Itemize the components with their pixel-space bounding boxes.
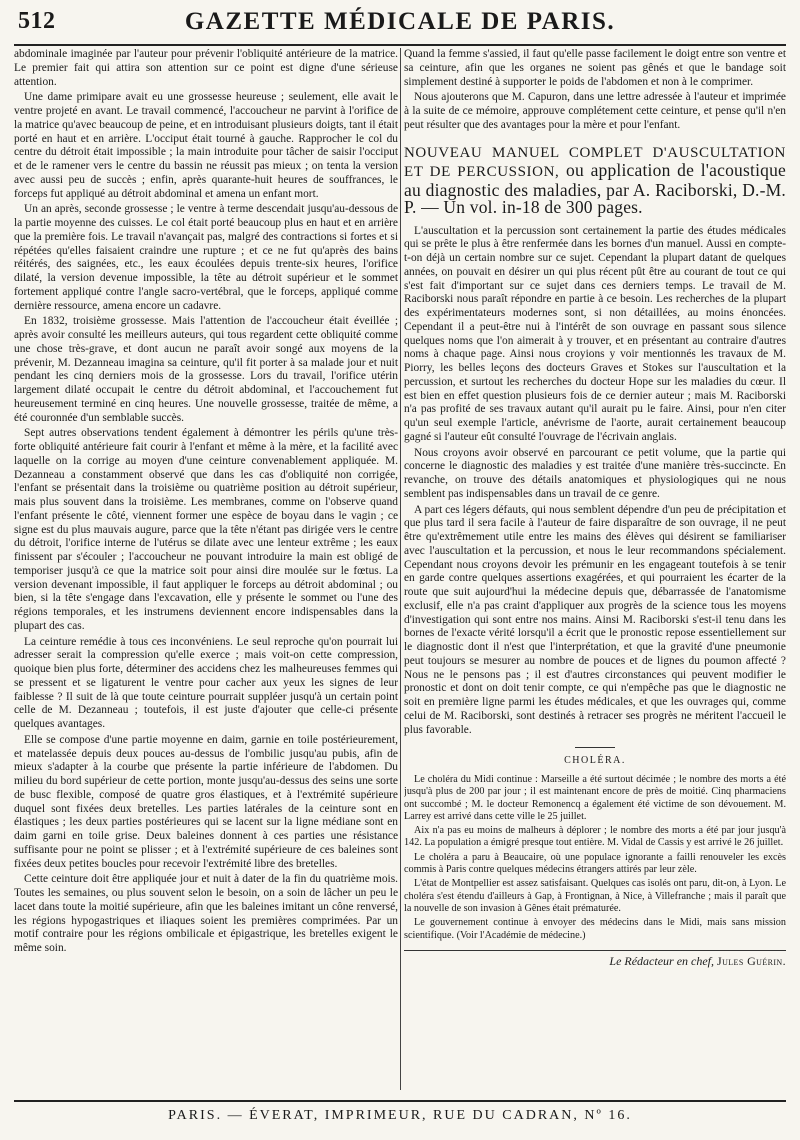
paragraph: Cette ceinture doit être appliquée jour et nuit à dater de la fin du quatrième mois. Toutes les semaines, ou plus souvent selon le besoin, on a soin de lâcher un peu le lacet dans toute la moitié supérieure, afin que les baleines imitant un cône renversé, les régions hypogastriques et iliaques soient les premières comprimées. Par un motif contraire pour les régions ombilicale et épigastrique, les bretelles exigent le même soin. bbox=[14, 873, 398, 954]
right-column bbox=[404, 48, 786, 1090]
masthead bbox=[14, 6, 786, 46]
journal-title: GAZETTE MÉDICALE DE PARIS. bbox=[184, 8, 616, 35]
section-rule bbox=[575, 747, 615, 748]
page-number: 512 bbox=[18, 8, 56, 34]
paragraph: Une dame primipare avait eu une grossesse heureuse ; seulement, elle avait le ventre projeté en avant. Le travail commencé, l'accoucheur ne parvint à l'orifice de la matrice qu'avec beaucoup de peine, et en introduisant plusieurs doigts, tant il était porté en haut et en arrière. L'occiput était tourné à gauche. Rapprocher le col du centre du détroit était impossible ; la main introduite pour tâcher de saisir l'occiput et de le ramener vers le centre du bassin ne réussit pas mieux ; on tenta la version avec aussi peu de succès ; enfin, après quarante-huit heures de souffrances, le forceps fut appliqué au détroit abdominal et amena un enfant mort. bbox=[14, 91, 398, 200]
news-heading: CHOLÉRA. bbox=[564, 755, 626, 767]
printer-imprint: PARIS. — ÉVERAT, IMPRIMEUR, RUE DU CADRAN, Nº 16. bbox=[14, 1100, 786, 1128]
paragraph: Un an après, seconde grossesse ; le ventre à terme descendait jusqu'au-dessous de la partie moyenne des cuisses. Le col était porté beaucoup plus en haut et en arrière que la première fois. Le travail n'avançait pas, malgré des contractions si fortes et si répétées qu'elles faisaient craindre une rupture ; et ce ne fut qu'après des bains réitérés, des saignées, etc., les eaux écoulées depuis trente-six heures, l'orifice dilaté, la version devenue impossible, la tête au détroit supérieur et le sommet fortement appliqué contre l'angle sacro-vertébral, que le forceps, appliqué comme dernière ressource, amena encore un cadavre. bbox=[14, 203, 398, 312]
paragraph: La ceinture remédie à tous ces inconvéniens. Le seul reproche qu'on pourrait lui adresser serait la compression qu'elle exerce ; mais voit-on cette compression, quoique bien plus forte, déterminer des accidens chez les malheureuses femmes qui se pressent et se ligaturent le ventre pour cacher aux yeux les signes de leur faiblesse ? Il suit de là que toute ceinture pourrait suppléer jusqu'à un certain point celle de M. Dezanneau ; toutefois, il est juste d'ajouter que celle-ci présente quelques avantages. bbox=[14, 635, 398, 730]
paragraph: Elle se compose d'une partie moyenne en daim, garnie en toile postérieurement, et matelassée depuis deux pouces au-dessus de l'ombilic jusqu'au pubis, afin de mieux s'adapter à la courbe que présente la partie inférieure de l'abdomen. Du milieu du bord supérieur de cette portion, monte jusqu'au-dessus des seins une sorte de busc flexible, composé de quatre gros élastiques, et à l'extrémité supérieure duquel sont fixées deux bretelles. Les parties latérales de la ceinture sont en élastiques ; les deux parties postérieures qui se lacent sur la ligne médiane sont en daim garni en toile grise. Deux baleines donnent à ces parties une résistance suffisante pour ne point se plisser ; et à l'extrémité supérieure de ces baleines sont fixées deux petites boucles pour recevoir l'extrémité libre des bretelles. bbox=[14, 733, 398, 870]
left-column bbox=[14, 48, 398, 1090]
paragraph: Sept autres observations tendent également à démontrer les périls qu'une très-forte obliquité antérieure fait courir à l'enfant et même à la mère, et la facilité avec laquelle on la corrige au moyen d'une ceinture convenablement appliquée. M. Dezanneau a constamment observé que dans les cas d'obliquité non corrigée, l'enfant se présentait dans la troisième ou quatrième position au détroit supérieur, mais plus souvent dans la troisième. Les membranes, comme on l'observe quand l'enfant présente le côté, viennent former une espèce de boyau dans le vagin ; ce signe est du plus mauvais augure, parce que la tête n'étant pas dirigée vers le centre du détroit, l'orifice interne de l'utérus se dilate avec une lenteur extrême ; les eaux finissent par s'écouler ; l'accoucheur ne pouvant introduire la main est obligé de temporiser jusqu'à ce que la matrice soit pour ainsi dire moulée sur le fœtus. La version devenant impossible, il faut appliquer le forceps au détroit abdominal ; ou bien, si la tête s'engage dans l'excavation, elle y présente le sommet ou l'une des régions temporales, et les instrumens deviennent encore indispensables dans la plupart des cas. bbox=[14, 427, 398, 632]
news-paragraph: Le choléra du Midi continue : Marseille a été surtout décimée ; le nombre des morts a été jusqu'à plus de 200 par jour ; il est maintenant encore de près de moitié. Cinq pharmaciens ont succombé ; M. le docteur Remonencq a également été victime de son dévouement. M. Larrey est arrivé dans cette ville le 25 juillet. bbox=[404, 774, 786, 822]
news-section bbox=[404, 774, 786, 942]
news-paragraph: Le gouvernement continue à envoyer des médecins dans le Midi, mais sans mission scientifique. (Voir l'Académie de médecine.) bbox=[404, 917, 786, 941]
review-title-lead: NOUVEAU MANUEL COMPLET D'AUSCULTATION ET DE PERCUSSION, bbox=[404, 144, 786, 180]
news-paragraph: L'état de Montpellier est assez satisfaisant. Quelques cas isolés ont paru, dit-on, à Lyon. Le choléra s'est étendu d'ailleurs à Gap, à Frontignan, à Nice, à Villefranche ; mais il paraît que la nouvelle de son invasion à Gênes était prématurée. bbox=[404, 878, 786, 914]
paragraph: Nous croyons avoir observé en parcourant ce petit volume, que la partie qui concerne le diagnostic des maladies y est traitée d'une manière très-succincte. En revanche, on trouve des détails anatomiques et physiologiques qui ne nous semblent pas indispensables dans un travail de ce genre. bbox=[404, 446, 786, 500]
column-divider bbox=[400, 48, 401, 1090]
paragraph: abdominale imaginée par l'auteur pour prévenir l'obliquité antérieure de la matrice. Le premier fait qui attira son attention sur ce point est digne d'une sérieuse attention. bbox=[14, 48, 398, 88]
paragraph: A part ces légers défauts, qui nous semblent dépendre d'un peu de précipitation et que plus tard il sera facile à l'auteur de faire disparaître de son ouvrage, il ne peut être qu'extrêmement utile entre les mains des élèves qui désirent se familiariser avec l'auscultation et la percussion, et nous le leur recommandons spécialement. Cependant nous croyons devoir les prémunir en les engageant toutefois à se tenir en garde contre quelques assertions exagérées, et qui pourraient les écarter de la route que suit aujourd'hui la médecine depuis que, débarrassée de l'anatomisme exclusif, elle n'a pas craint d'appliquer aux progrès de la science tous les moyens d'investigation qui sont entre nos mains. Ainsi M. Raciborski s'est-il tenu dans les bornes de l'exacte vérité lorsqu'il a écrit que le pronostic repose essentiellement sur le diagnostic dont il n'est que l'interprétation, et que la gravité d'une pneumonie peut toujours se mesurer au nombre de pouces et de lignes du poumon affecté ? Nous ne le pensons pas ; il est d'autres circonstances qui peuvent modifier le pronostic et dont on doit tenir compte, ce qui n'empêche pas que le diagnostic ne soit en première ligne parmi les études médicales, et que les ouvrages qui, comme celui de M. Raciborski, sont destinés à retracer ses progrès ne méritent l'accueil le plus favorable. bbox=[404, 503, 786, 736]
book-review-title bbox=[404, 143, 786, 217]
news-paragraph: Le choléra a paru à Beaucaire, où une populace ignorante a failli renouveler les excès commis à Paris contre quelques médecins étrangers attirés par leur zèle. bbox=[404, 851, 786, 876]
paragraph: L'auscultation et la percussion sont certainement la partie des études médicales qui se prête le plus à être renfermée dans les bornes d'un manuel. Aussi en compte-t-on déjà un certain nombre sur ce sujet. Cependant la plupart datant de quelques années, on pouvait en désirer un qui plus récent pût être au courant de tout ce qui s'est fait d'important sur ce sujet dans ces derniers temps. Le travail de M. Raciborski nous paraît répondre en partie à ce besoin. Les recherches de la plupart des expérimentateurs modernes sont, si non détaillées, au moins énoncées. Cependant il a peut-être nui à l'intérêt de son ouvrage en passant sous silence quelques noms que l'on aimerait à y trouver, et en présentant au contraire d'autres noms à chaque page. Ainsi nous croyions y voir mentionnés les travaux de M. Piorry, les belles leçons des docteurs Graves et Stokes sur l'auscultation et la percussion, et surtout les recherches du docteur Hope sur les maladies du cœur. Il est bien en effet question plusieurs fois de ce dernier auteur ; mais M. Raciborski n'a pas profité de ses travaux autant qu'il aurait pu le faire. Ainsi, pour n'en citer qu'un seul exemple l'article, anévrisme de l'aorte, aurait certainement beaucoup gagné si l'auteur eût consulté l'ouvrage de l'écrivain anglais. bbox=[404, 224, 786, 443]
article-columns bbox=[14, 48, 786, 1090]
news-paragraph: Aix n'a pas eu moins de malheurs à déplorer ; le nombre des morts a été par jour jusqu'à 142. La population a émigré presque tout entière. M. Vidal de Cassis y est arrivé le 26 juillet. bbox=[404, 825, 786, 849]
paragraph: En 1832, troisième grossesse. Mais l'attention de l'accoucheur était éveillée ; après avoir consulté les meilleurs auteurs, qui tous regardent cette obliquité comme une chose très-grave, et dont aucun ne paraît avoir songé aux moyens de la prévenir, M. Dezanneau imagina sa ceinture, qu'il fit porter à sa malade jour et nuit pendant les cinq derniers mois de la grossesse. Lors du travail, l'orifice utérin largement dilaté occupait le centre du détroit abdominal, et l'accouchement fut heureusement terminé en cinq heures. Une nouvelle grossesse, traitée de même, a été couronnée d'un semblable succès. bbox=[14, 315, 398, 424]
paragraph: Nous ajouterons que M. Capuron, dans une lettre adressée à l'auteur et imprimée à la suite de ce mémoire, approuve complétement cette ceinture, et pense qu'il n'en peut résulter que des avantages pour la mère et pour l'enfant. bbox=[404, 91, 786, 131]
paragraph: Quand la femme s'assied, il faut qu'elle passe facilement le doigt entre son ventre et sa ceinture, afin que les organes ne soient pas gênés et que le bandage soit simplement destiné à supporter le poids de l'abdomen et non à le comprimer. bbox=[404, 48, 786, 88]
editor-signoff bbox=[404, 950, 786, 969]
review-title-rest: ou application de l'acoustique au diagnostic des maladies, par A. Raciborski, D.-M. P. — Un vol. in-18 de 300 pages. bbox=[404, 160, 786, 217]
editor-name: Jules Guérin. bbox=[717, 953, 786, 968]
signoff-prefix: Le Rédacteur en chef, bbox=[609, 953, 715, 968]
